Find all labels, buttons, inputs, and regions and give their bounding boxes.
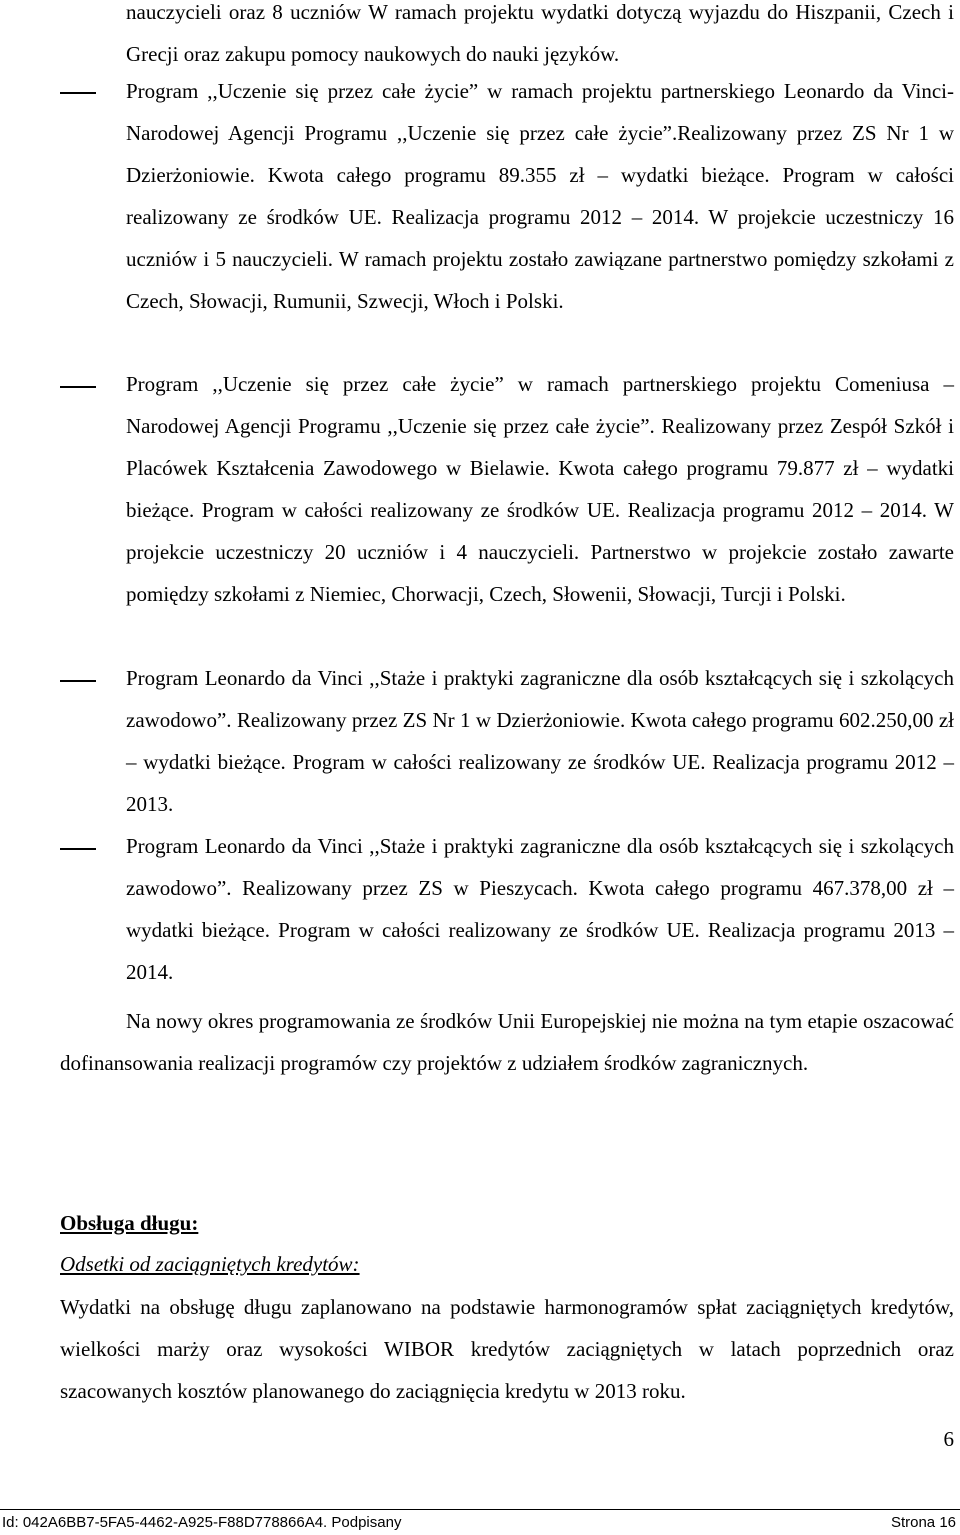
closing-paragraph: Na nowy okres programowania ze środków Unii Europejskiej nie można na tym etapie oszacować dofinansowania realizacji programów czy projektów z udziałem środków zagranicznych. (60, 1009, 954, 1075)
dash-bullet-icon (60, 92, 126, 94)
footer-divider (0, 1509, 960, 1510)
dash-bullet-icon (60, 386, 126, 388)
dash-bullet-icon (60, 680, 126, 682)
section-heading: Obsługa długu: (60, 1211, 199, 1235)
list-item: Program ,,Uczenie się przez całe życie” w ramach projektu partnerskiego Leonardo da Vinci- Narodowej Agencji Programu ,,Uczenie się przez całe życie”.Realizowany przez ZS Nr 1 w Dzierżoniowie. Kwota całego programu 89.355 zł – wydatki bieżące. Program w całości realizowany ze środków UE. Realizacja programu 2012 – 2014. W projekcie uczestniczy 16 uczniów i 5 nauczycieli. W ramach projektu zostało zawiązane partnerstwo pomiędzy szkołami z Czech, Słowacji, Rumunii, Szwecji, Włoch i Polski. (126, 79, 954, 313)
debt-paragraph: Wydatki na obsługę długu zaplanowano na podstawie harmonogramów spłat zaciągniętych kredytów, wielkości marży oraz wysokości WIBOR kredytów zaciągniętych w latach poprzednich oraz szacowanych kosztów planowanego do zaciągnięcia kredytu w 2013 roku. (60, 1295, 954, 1403)
list-item-continuation: nauczycieli oraz 8 uczniów W ramach projektu wydatki dotyczą wyjazdu do Hiszpanii, Czech i Grecji oraz zakupu pomocy naukowych do nauki języków. (126, 0, 954, 66)
list-item: Program ,,Uczenie się przez całe życie” w ramach partnerskiego projektu Comeniusa – Narodowej Agencji Programu ,,Uczenie się przez całe życie”. Realizowany przez Zespół Szkół i Placówek Kształcenia Zawodowego w Bielawie. Kwota całego programu 79.877 zł – wydatki bieżące. Program w całości realizowany ze środków UE. Realizacja programu 2012 – 2014. W projekcie uczestniczy 20 uczniów i 4 nauczycieli. Partnerstwo w projekcie zostało zawarte pomiędzy szkołami z Niemiec, Chorwacji, Czech, Słowenii, Słowacji, Turcji i Polski. (126, 372, 954, 606)
dash-bullet-icon (60, 848, 126, 850)
section-subheading: Odsetki od zaciągniętych kredytów: (60, 1252, 360, 1276)
list-item: Program Leonardo da Vinci ,,Staże i praktyki zagraniczne dla osób kształcących się i szkolących zawodowo”. Realizowany przez ZS Nr 1 w Dzierżoniowie. Kwota całego programu 602.250,00 zł – wydatki bieżące. Program w całości realizowany ze środków UE. Realizacja programu 2012 – 2013. (126, 666, 954, 816)
footer-page-label: Strona 16 (890, 1514, 956, 1531)
footer-document-id: Id: 042A6BB7-5FA5-4462-A925-F88D778866A4. Podpisany (2, 1514, 402, 1531)
list-item: Program Leonardo da Vinci ,,Staże i praktyki zagraniczne dla osób kształcących się i szkolących zawodowo”. Realizowany przez ZS w Pieszycach. Kwota całego programu 467.378,00 zł – wydatki bieżące. Program w całości realizowany ze środków UE. Realizacja programu 2013 – 2014. (126, 834, 954, 984)
page-number: 6 (943, 1427, 954, 1451)
